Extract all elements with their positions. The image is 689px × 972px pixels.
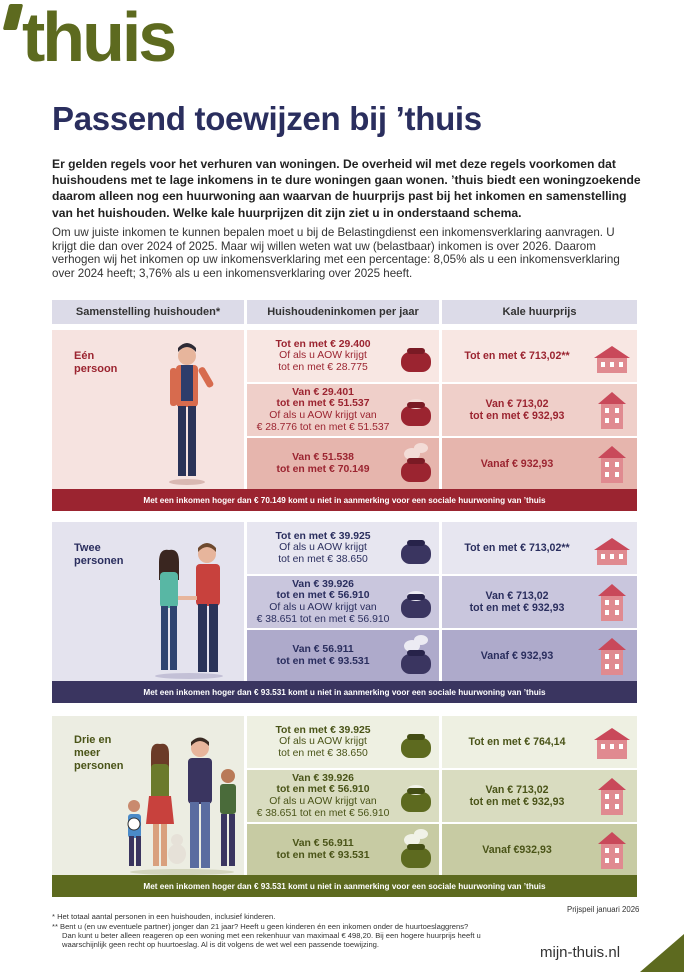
rent-line: tot en met € 932,93 (469, 602, 565, 614)
rent-cell (447, 522, 587, 574)
purse-icon (398, 344, 434, 374)
rent-line: Van € 713,02 (485, 590, 549, 602)
purse-icon (398, 826, 434, 870)
house-icon (596, 636, 628, 676)
income-limit-banner: Met een inkomen hoger dan € 93.531 komt u niet in aanmerking voor een sociale huurwoning van ’thuis (52, 875, 637, 897)
rent-cell (447, 576, 587, 628)
income-cell (247, 770, 399, 822)
income-bold: Van € 29.401 (292, 386, 354, 398)
income-bold: Tot en met € 39.925 (275, 530, 371, 542)
intro-normal: Om uw juiste inkomen te kunnen bepalen moet u bij de Belastingdienst een inkomensverklaring aanvragen. U krijgt die dan over 2024 of 2025. Maar wij willen weten wat uw (belastbaar) inkomen is over 2026. Daarom verhogen wij het inkomen op uw inkomensverklaring met een percentage: 8,05% als u een inkomensverklaring over 2024 heeft; 3,76% als u een inkomensverklaring over 2025 heeft. (52, 226, 620, 280)
income-aow: € 38.651 tot en met € 56.910 (256, 807, 390, 819)
couple-illustration (147, 540, 231, 680)
footnote: ** Bent u (en uw eventuele partner) jonger dan 21 jaar? Heeft u geen kinderen én een inkomen onder de huurtoeslaggrens? (52, 922, 469, 931)
rent-cell (447, 716, 587, 768)
rent-cell (447, 438, 587, 490)
rent-line: Tot en met € 713,02** (464, 350, 570, 362)
purse-icon (398, 780, 434, 814)
income-aow: Of als u AOW krijgt van (269, 602, 377, 613)
income-aow: tot en met € 38.650 (278, 747, 368, 759)
income-aow: Of als u AOW krijgt (279, 736, 367, 748)
income-cell (247, 630, 399, 682)
corner-decoration (640, 934, 684, 972)
income-bold: tot en met € 56.910 (276, 590, 370, 602)
purse-icon (398, 730, 434, 760)
house-icon (592, 726, 632, 760)
rent-cell (447, 384, 587, 436)
income-bold: Tot en met € 39.925 (275, 724, 371, 736)
rent-cell (447, 330, 587, 382)
income-aow: € 28.776 tot en met € 51.537 (256, 421, 390, 433)
header-huurprijs: Kale huurprijs (442, 300, 637, 324)
income-aow: Of als u AOW krijgt (279, 350, 367, 362)
rent-line: tot en met € 932,93 (469, 796, 565, 808)
purse-icon (398, 440, 434, 484)
house-icon (596, 830, 628, 870)
income-bold: tot en met € 93.531 (276, 656, 370, 667)
house-icon (592, 536, 632, 566)
rent-line: Vanaf € 932,93 (480, 458, 554, 470)
section-two-persons (52, 522, 637, 704)
household-label (74, 350, 117, 376)
rent-cell (447, 824, 587, 876)
income-bold: Van € 39.926 (292, 578, 354, 590)
income-bold: Van € 56.911 (292, 838, 354, 850)
header-samenstelling: Samenstelling huishouden* (52, 300, 244, 324)
income-cell (247, 438, 399, 490)
intro-bold: Er gelden regels voor het verhuren van woningen. De overheid wil met deze regels voorkomen dat huishoudens met te lage inkomens in te dure woningen gaan wonen. ’thuis biedt een woningzoekende daarom alleen nog een huurwoning aan waarvan de huurprijs past bij het inkomen en samenstelling van het huishouden. Welke kale huurprijzen dit zijn ziet u in onderstaand schema. (52, 157, 641, 220)
house-icon (596, 390, 628, 430)
income-cell (247, 824, 399, 876)
income-bold: Van € 56.911 (292, 644, 354, 656)
house-icon (592, 344, 632, 374)
household-label-line: persoon (74, 363, 118, 375)
house-icon (596, 582, 628, 622)
footnote: * Het totaal aantal personen in een huishouden, inclusief kinderen. (52, 912, 276, 921)
purse-icon (398, 394, 434, 428)
person-illustration (160, 342, 216, 487)
price-date: Prijspeil januari 2026 (567, 905, 640, 914)
income-cell (247, 716, 399, 768)
rent-cell (447, 770, 587, 822)
rent-line: Tot en met € 713,02** (464, 542, 570, 554)
income-aow: € 38.651 tot en met € 56.910 (256, 613, 390, 625)
rent-line: Van € 713,02 (485, 398, 549, 410)
household-label (74, 734, 124, 773)
income-bold: tot en met € 93.531 (276, 850, 370, 861)
header-inkomen: Huishoudeninkomen per jaar (247, 300, 439, 324)
logo-apostrophe (3, 4, 23, 30)
footnote: waarschijnlijk geen recht op huurtoeslag. Al is dit volgens de wet wel een passende toewijzing. (62, 940, 380, 949)
rent-line: Tot en met € 764,14 (468, 736, 566, 748)
income-aow: Of als u AOW krijgt (279, 542, 367, 554)
household-label-line: Twee (74, 542, 101, 554)
income-aow: tot en met € 38.650 (278, 553, 368, 565)
income-limit-banner: Met een inkomen hoger dan € 70.149 komt u niet in aanmerking voor een sociale huurwoning van ’thuis (52, 489, 637, 511)
income-bold: tot en met € 70.149 (276, 464, 370, 475)
income-bold: Tot en met € 29.400 (275, 338, 371, 350)
footnote: Dan kunt u beter alleen reageren op een woning met een rekenhuur van maximaal € 498,20. Bij een hogere huurprijs heeft u (62, 931, 481, 940)
income-cell (247, 330, 399, 382)
section-three-persons (52, 716, 637, 898)
household-label-line: personen (74, 555, 124, 567)
house-icon (596, 776, 628, 816)
income-bold: tot en met € 51.537 (276, 398, 370, 410)
income-bold: Van € 51.538 (292, 452, 354, 464)
household-label-line: meer (74, 747, 101, 759)
rent-line: Van € 713,02 (485, 784, 549, 796)
income-aow: tot en met € 28.775 (278, 361, 368, 373)
section-one-person (52, 330, 637, 512)
income-bold: tot en met € 56.910 (276, 784, 370, 796)
income-cell (247, 576, 399, 628)
household-label-line: Drie en (74, 734, 112, 746)
rent-cell (447, 630, 587, 682)
income-limit-banner: Met een inkomen hoger dan € 93.531 komt u niet in aanmerking voor een sociale huurwoning van ’thuis (52, 681, 637, 703)
household-label (74, 542, 124, 568)
logo: thuis (22, 0, 175, 76)
household-label-line: Eén (74, 350, 95, 362)
purse-icon (398, 536, 434, 566)
purse-icon (398, 586, 434, 620)
family-illustration (122, 736, 242, 876)
rent-line: Vanaf € 932,93 (480, 650, 554, 662)
rent-line: tot en met € 932,93 (469, 410, 565, 422)
page-title: Passend toewijzen bij ’thuis (52, 100, 482, 137)
income-cell (247, 384, 399, 436)
income-cell (247, 522, 399, 574)
household-label-line: personen (74, 760, 124, 772)
income-aow: Of als u AOW krijgt van (269, 410, 377, 421)
rent-line: Vanaf €932,93 (482, 844, 552, 856)
purse-icon (398, 632, 434, 676)
website-link[interactable]: mijn-thuis.nl (540, 944, 621, 961)
income-aow: Of als u AOW krijgt van (269, 796, 377, 807)
income-bold: Van € 39.926 (292, 772, 354, 784)
house-icon (596, 444, 628, 484)
